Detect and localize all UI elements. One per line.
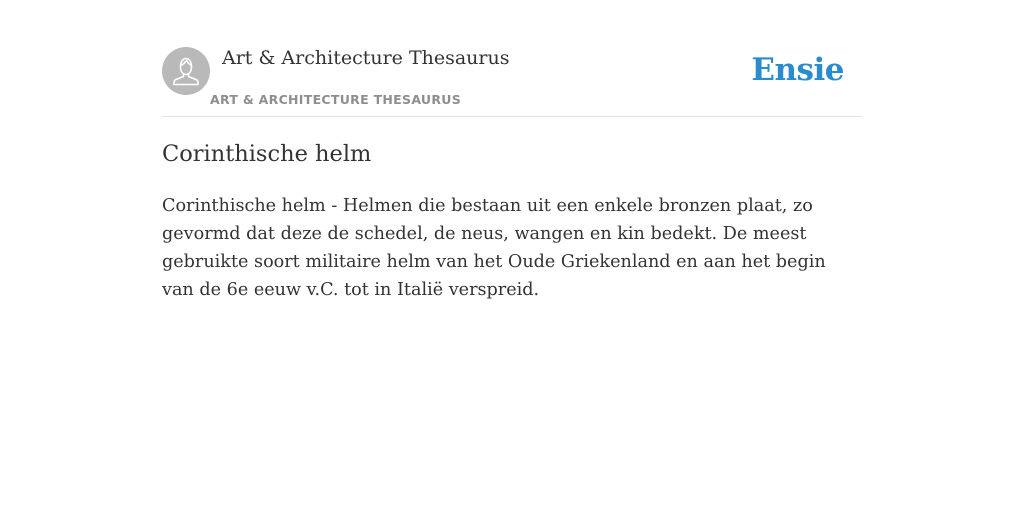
- source-title[interactable]: Art & Architecture Thesaurus: [222, 47, 510, 69]
- source-avatar[interactable]: [162, 47, 210, 95]
- source-subtitle: ART & ARCHITECTURE THESAURUS: [210, 92, 462, 107]
- brand-logo[interactable]: Ensie: [751, 52, 844, 88]
- user-icon: [162, 47, 210, 95]
- source-header: [162, 46, 862, 117]
- entry-title: Corinthische helm: [162, 141, 372, 167]
- entry-body: Corinthische helm - Helmen die bestaan uit een enkele bronzen plaat, zo gevormd dat deze de schedel, de neus, wangen en kin bedekt. De meest gebruikte soort militaire helm van het Oude Griekenland en aan het begin van de 6e eeuw v.C. tot in Italië verspreid.: [162, 196, 826, 300]
